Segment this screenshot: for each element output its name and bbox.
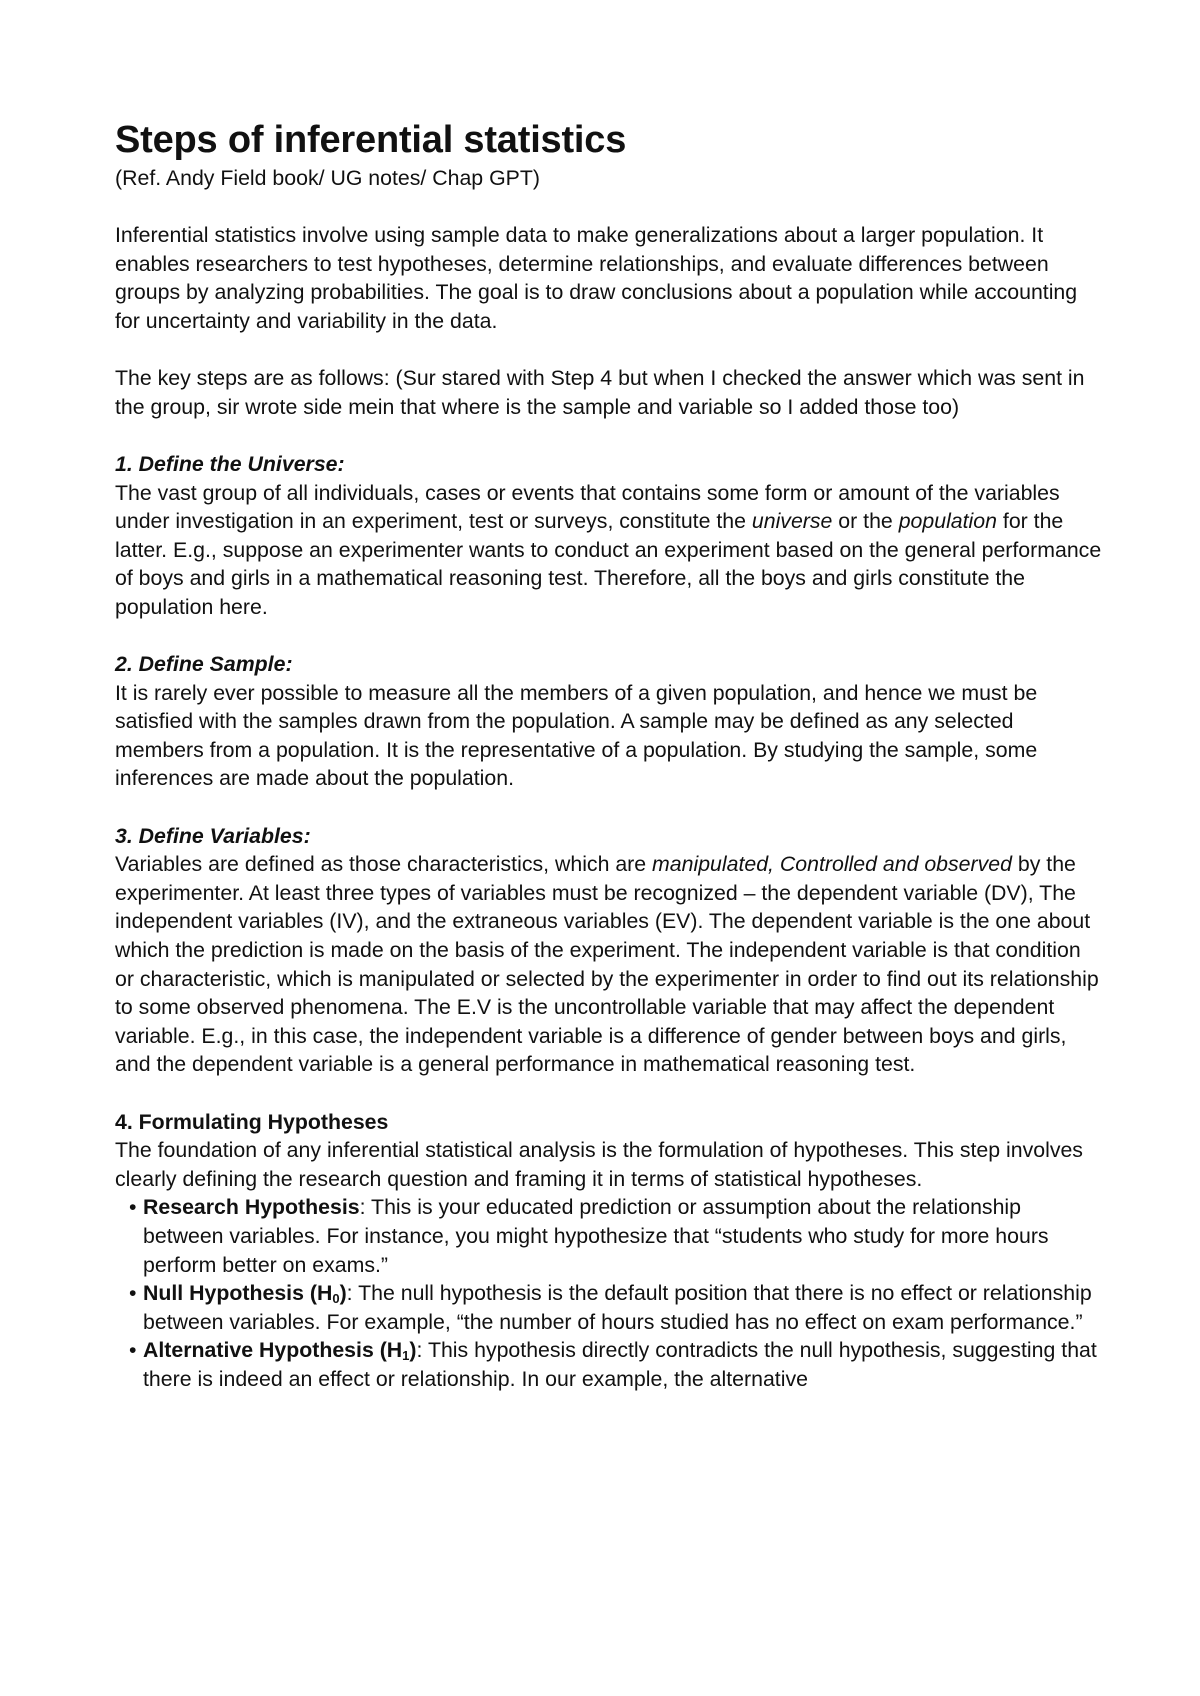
step4-body: The foundation of any inferential statistical analysis is the formulation of hypotheses. This step involves clearly defining the research question and framing it in terms of statistical hypotheses. (115, 1138, 1083, 1191)
step1-text-b: or the (832, 509, 899, 534)
step1-body (115, 479, 1105, 622)
bullet-icon: • (129, 1338, 137, 1363)
step3-text-b: by the experimenter. At least three types of variables must be recognized – the dependent variable (DV), The independent variables (IV), and the extraneous variables (EV). The dependent variable is the one about which the prediction is made on the basis of the experiment. The independent variable is that condition or characteristic, which is manipulated or selected by the experimenter in order to find out its relationship to some observed phenomena. The E.V is the uncontrollable variable that may affect the dependent variable. E.g., in this case, the independent variable is a difference of gender between boys and girls, and the dependent variable is a general performance in mathematical reasoning test. (115, 852, 1099, 1077)
step3-emphasis: manipulated, Controlled and observed (652, 852, 1012, 877)
step3-body (115, 850, 1105, 1079)
page-title: Steps of inferential statistics (115, 119, 627, 161)
bullet-icon: • (129, 1195, 137, 1220)
subscript-zero: 0 (332, 1291, 340, 1307)
reference-line: (Ref. Andy Field book/ UG notes/ Chap GPT) (115, 166, 540, 190)
step3-text-a: Variables are defined as those characteristics, which are (115, 852, 653, 877)
bullet-text: : This is your educated prediction or assumption about the relationship between variables. For instance, you might hypothesize that “students who study for more hours perform better on exams.” (143, 1195, 1049, 1277)
bullet-label: Null Hypothesis $(H_0)$ (143, 1281, 347, 1307)
bullet-label: Research Hypothesis (143, 1195, 360, 1220)
step1-text-a: The vast group of all individuals, cases or events that contains some form or amount of the variables under investigation in an experiment, test or surveys, constitute the (115, 480, 1060, 534)
bullet-label: Alternative Hypothesis $(H_1)$ (143, 1338, 417, 1364)
step3-heading: 3. Define Variables: (115, 823, 311, 848)
key-steps-paragraph: The key steps are as follows: (Sur stared with Step 4 but when I checked the answer which was sent in the group, sir wrote side mein that where is the sample and variable so I added those too) (115, 366, 1085, 419)
step1-text-c: for the latter. E.g., suppose an experimenter wants to conduct an experiment based on the general performance of boys and girls in a mathematical reasoning test. Therefore, all the boys and girls constitute the population here. (115, 509, 1102, 619)
step1-emphasis-universe: universe (751, 509, 833, 534)
document-content (115, 116, 1105, 1394)
bullet-text: : This hypothesis directly contradicts the null hypothesis, suggesting that there is indeed an effect or relationship. In our example, the alternative (143, 1338, 1097, 1391)
step4-heading: 4. Formulating Hypotheses (115, 1109, 389, 1134)
bullet-text: : The null hypothesis is the default position that there is no effect or relationship between variables. For example, “the number of hours studied has no effect on exam performance.” (143, 1281, 1092, 1334)
bullet-alternative-hypothesis (115, 1336, 1105, 1393)
bullet-icon: • (129, 1281, 137, 1306)
intro-paragraph: Inferential statistics involve using sample data to make generalizations about a larger population. It enables researchers to test hypotheses, determine relationships, and evaluate differences between groups by analyzing probabilities. The goal is to draw conclusions about a population while accounting for uncertainty and variability in the data. (115, 223, 1078, 333)
step2-heading: 2. Define Sample: (115, 652, 293, 677)
step1-emphasis-population: population (898, 509, 997, 534)
step1-heading: 1. Define the Universe: (115, 451, 345, 476)
step2-body: It is rarely ever possible to measure all the members of a given population, and hence we must be satisfied with the samples drawn from the population. A sample may be defined as any selected members from a population. It is the representative of a population. By studying the sample, some inferences are made about the population. (115, 680, 1038, 791)
bullet-research-hypothesis (115, 1193, 1105, 1279)
subscript-one: 1 (402, 1348, 410, 1364)
bullet-null-hypothesis (115, 1279, 1105, 1336)
